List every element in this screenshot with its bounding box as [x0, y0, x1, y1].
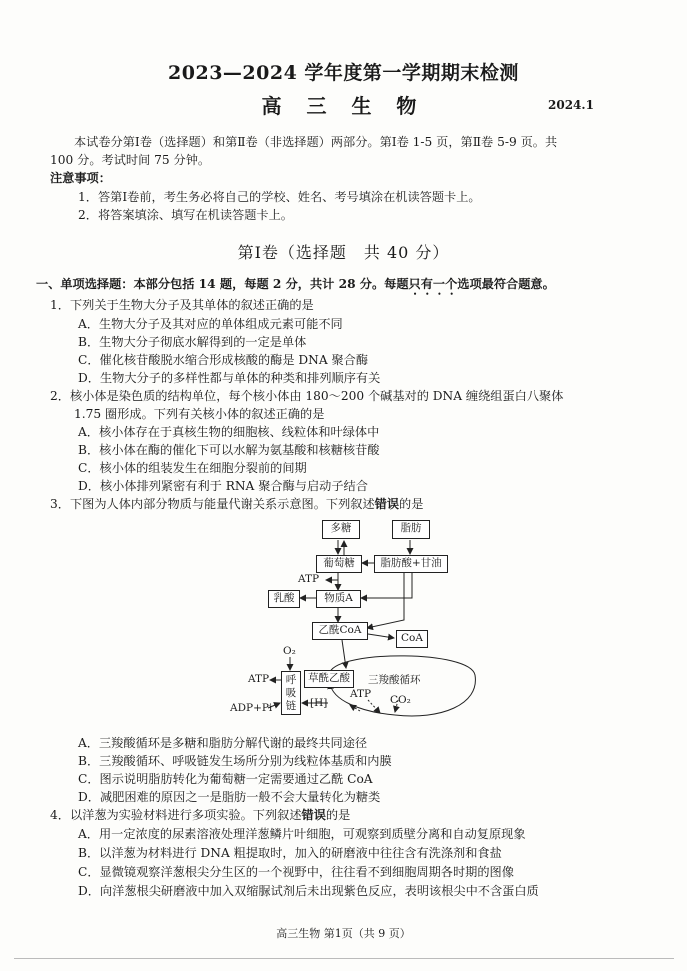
q4-stem-emphasis: 错误 [301, 808, 326, 822]
q4-stem-b: 的是 [325, 808, 351, 822]
q3-stem-emphasis: 错误 [374, 497, 400, 511]
q2-option-c: C．核小体的组装发生在细胞分裂前的间期 [78, 461, 307, 475]
box-acetyl-coa: 乙酰CoA [312, 622, 368, 640]
box-glucose: 葡萄糖 [316, 555, 362, 573]
label-atp-glycolysis: ATP [298, 573, 320, 585]
subject-title: 高 三 生 物 [261, 94, 426, 118]
box-fatty-acid-glycerol: 脂肪酸+甘油 [374, 555, 448, 573]
label-co2: CO₂ [390, 694, 411, 706]
q3-option-b: B．三羧酸循环、呼吸链发生场所分别为线粒体基质和内膜 [78, 754, 392, 768]
label-adp-pi: ADP+Pi [230, 702, 273, 714]
q2-option-d: D．核小体排列紧密有利于 RNA 聚合酶与启动子结合 [78, 479, 368, 493]
section-title: 第Ⅰ卷（选择题 共 40 分） [237, 243, 450, 262]
box-polysaccharide: 多糖 [322, 520, 360, 539]
q2-option-b: B．核小体在酶的催化下可以水解为氨基酸和核糖核苷酸 [78, 443, 380, 457]
q4-stem [50, 807, 350, 824]
q2-stem-2: 1.75 圈形成。下列有关核小体的叙述正确的是 [74, 407, 325, 421]
q4-option-a: A．用一定浓度的尿素溶液处理洋葱鳞片叶细胞，可观察到质壁分离和自动复原现象 [78, 827, 526, 841]
label-tca-cycle: 三羧酸循环 [368, 674, 421, 686]
intro-line-2: 100 分。考试时间 75 分钟。 [50, 153, 211, 167]
q4-stem-a: 4．以洋葱为实验材料进行多项实验。下列叙述 [50, 808, 302, 822]
q3-option-a: A．三羧酸循环是多糖和脂肪分解代谢的最终共同途径 [78, 736, 368, 750]
q1-stem: 1．下列关于生物大分子及其单体的叙述正确的是 [50, 298, 314, 312]
box-substance-a: 物质A [316, 590, 361, 608]
q1-option-d: D．生物大分子的多样性都与单体的种类和排列顺序有关 [78, 371, 381, 385]
notice-title: 注意事项： [50, 171, 111, 185]
exam-date: 2024.1 [548, 98, 594, 112]
instr-part-a: 一、单项选择题：本部分包括 14 题，每题 2 分，共计 28 分。每题 [36, 277, 409, 291]
q3-option-d: D．减肥困难的原因之一是脂肪一般不会大量转化为糖类 [78, 790, 381, 804]
notice-item-1: 1．答第Ⅰ卷前，考生务必将自己的学校、姓名、考号填涂在机读答题卡上。 [78, 190, 481, 204]
box-fat: 脂肪 [392, 520, 430, 539]
box-lactate: 乳酸 [268, 590, 300, 608]
q1-option-a: A．生物大分子及其对应的单体组成元素可能不同 [78, 317, 343, 331]
page-bottom-rule [14, 958, 674, 959]
label-o2: O₂ [283, 645, 296, 657]
q2-stem-1: 2．核小体是染色质的结构单位，每个核小体由 180～200 个碱基对的 DNA 缠绕组蛋白八聚体 [50, 389, 564, 403]
q3-stem-a: 3．下图为人体内部分物质与能量代谢关系示意图。下列叙述 [50, 497, 375, 511]
q2-option-a: A．核小体存在于真核生物的细胞核、线粒体和叶绿体中 [78, 425, 380, 439]
q4-option-c: C．显微镜观察洋葱根尖分生区的一个视野中，往往看不到细胞周期各时期的图像 [78, 865, 514, 879]
q4-option-d: D．向洋葱根尖研磨液中加入双缩脲试剂后未出现紫色反应，表明该根尖中不含蛋白质 [78, 884, 539, 898]
notice-item-2: 2．将答案填涂、填写在机读答题卡上。 [78, 208, 293, 222]
label-atp-tca: ATP [350, 688, 372, 700]
box-oxaloacetate: 草酰乙酸 [304, 670, 354, 688]
label-atp-resp: ATP [248, 673, 270, 685]
instr-part-b: 选项最符合题意。 [457, 277, 555, 291]
q4-option-b: B．以洋葱为材料进行 DNA 粗提取时，加入的研磨液中往往含有洗涤剂和食盐 [78, 846, 502, 860]
box-coa: CoA [396, 630, 428, 648]
q3-stem-b: 的是 [399, 497, 424, 511]
exam-title: 2023—2024 学年度第一学期期末检测 [168, 62, 519, 84]
q1-option-c: C．催化核苷酸脱水缩合形成核酸的酶是 DNA 聚合酶 [78, 353, 369, 367]
label-h: [H] [310, 697, 328, 709]
q3-option-c: C．图示说明脂肪转化为葡萄糖一定需要通过乙酰 CoA [78, 772, 373, 786]
q1-option-b: B．生物大分子彻底水解得到的一定是单体 [78, 335, 307, 349]
box-respiratory-chain: 呼吸链 [281, 671, 301, 715]
instr-emphasis: 只有一个 [408, 277, 458, 291]
page-footer: 高三生物 第1页（共 9 页） [276, 927, 411, 940]
intro-line-1: 本试卷分第Ⅰ卷（选择题）和第Ⅱ卷（非选择题）两部分。第Ⅰ卷 1-5 页，第Ⅱ卷 5-9 页。共 [74, 135, 558, 149]
